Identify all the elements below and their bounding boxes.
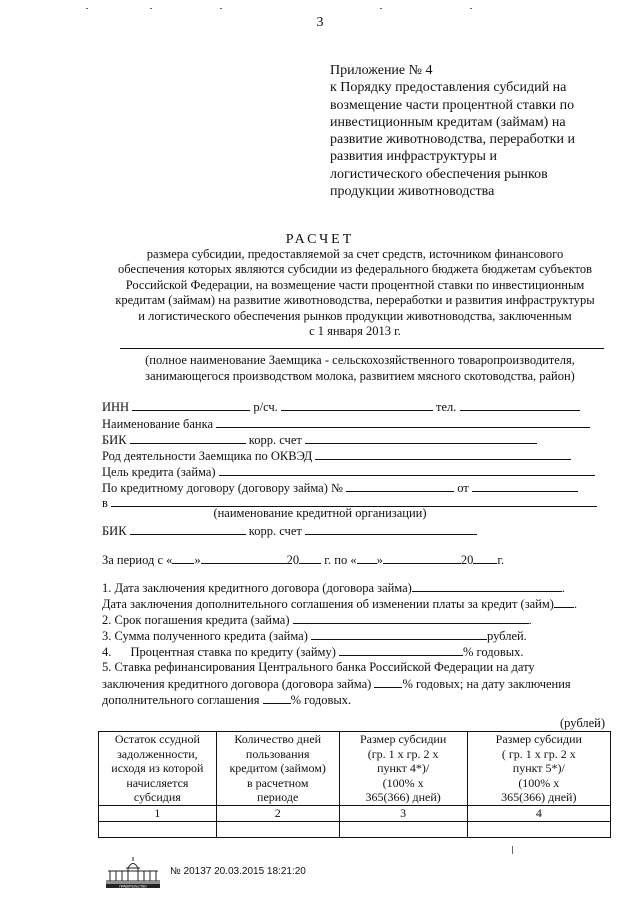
item-1b-field [554,596,574,608]
registration-stamp: № 20137 20.03.2015 18:21:20 [170,866,306,877]
appendix-line: возмещение части процентной ставки по [330,97,575,113]
description-line: кредитам (займам) на развитие животноводства, переработки и развития инфраструктуры [115,293,595,308]
description-line: размера субсидии, предоставляемой за счет средств, источником финансового [146,247,564,261]
page-number: 3 [316,15,324,30]
item-4-field [339,644,463,656]
okved-field [315,448,571,460]
period-prefix: За период с « [102,553,173,567]
period-end-year-field [473,552,497,564]
okved-row [102,448,571,464]
item-2 [102,612,532,628]
table-unit: (рублей) [560,716,606,730]
item-1b-end: . [573,597,578,611]
table-cell [216,821,339,837]
item-4 [102,644,524,660]
appendix-line: развития инфраструктуры и [330,149,497,165]
period-quote: » [194,553,201,567]
period-start-month-field [201,552,287,564]
item-2-field [293,612,529,624]
item-2-label: 2. Срок погашения кредита (займа) [102,613,290,627]
item-5-line2b: % годовых; на дату заключения [402,677,571,691]
column-number: 4 [467,805,610,821]
header-cell: Размер субсидии ( гр. 1 х гр. 2 х пункт 5*)/ (100% х 365(366) дней) [467,732,610,806]
bik2-field [130,523,246,535]
period-start-day-field [172,552,194,564]
item-5-rate2-field [263,692,291,704]
bank-name-row [102,416,590,432]
period-row [102,552,504,568]
inn-row [102,399,580,415]
table-row [99,821,611,837]
bank-name-field [216,416,590,428]
okved-label: Род деятельности Заемщика по ОКВЭД [102,449,313,463]
item-5-line3a: дополнительного соглашения [102,693,260,707]
agreement-number-field [346,480,454,492]
item-4-label: Процентная ставка по кредиту (займу) [130,645,336,659]
calculation-description [95,247,615,339]
table-cell [99,821,217,837]
item-1-field [412,580,562,592]
purpose-field [219,464,595,476]
item-5-rate-field [374,676,402,688]
header-cell: Количество дней пользования кредитом (займом) в расчетном периоде [216,732,339,806]
purpose-row [102,464,595,480]
agreement-from-label: от [457,481,469,495]
item-4-end: % годовых. [462,645,524,659]
purpose-label: Цель кредита (займа) [102,465,216,479]
period-end-day-field [357,552,377,564]
description-line: обеспечения которых являются субсидии из федерального бюджета бюджетам субъектов [118,262,592,277]
corr-account2-label: корр. счет [248,524,302,538]
item-5 [102,660,535,675]
column-number: 3 [339,805,467,821]
item-1b-label: Дата заключения дополнительного соглашения об изменении платы за кредит (займ) [102,597,554,611]
account-label: р/сч. [253,400,278,414]
header-cell: Размер субсидии (гр. 1 х гр. 2 х пункт 4*)/ (100% х 365(366) дней) [339,732,467,806]
description-line: и логистического обеспечения рынков продукции животноводства, заключенным [138,308,572,323]
period-start-year-field [299,552,321,564]
logo-text: ПРАВИТЕЛЬСТВО [119,884,147,889]
corr-account-field [305,432,537,444]
item-1-end: . [561,581,565,595]
period-quote2: » [376,553,383,567]
agreement-label: По кредитному договору (договору займа) № [102,481,343,495]
credit-org-label: в [102,496,108,510]
corr-account2-field [305,523,477,535]
item-5-line2 [102,676,571,692]
appendix-header [330,62,620,200]
item-1b [102,596,577,612]
table-cell [467,821,610,837]
column-number: 2 [216,805,339,821]
bik-label: БИК [102,433,127,447]
period-end-month-field [383,552,461,564]
caption-line: (полное наименование Заемщика - сельскохозяйственного товаропроизводителя, [145,353,575,367]
table-number-row [99,805,611,821]
bik2-row [102,523,477,539]
table-header-row [99,732,611,806]
header-cell: Остаток ссудной задолженности, исходя из которой начисляется субсидия [99,732,217,806]
borrower-name-field [120,348,604,349]
item-2-end: . [528,613,532,627]
caption-line: занимающегося производством молока, развитием мясного скотоводства, район) [145,369,575,383]
inn-field [132,399,250,411]
bank-name-label: Наименование банка [102,417,214,431]
description-line: с 1 января 2013 г. [309,324,401,339]
item-4-number: 4. [102,645,112,659]
appendix-line: логистического обеспечения рынков [330,166,548,182]
item-3-end: рублей. [486,629,527,643]
bik2-label: БИК [102,524,127,538]
phone-label: тел. [436,400,457,414]
phone-field [460,399,580,411]
appendix-line: инвестиционным кредитам (займам) на [330,114,566,130]
period-year-prefix: 20 [286,553,300,567]
appendix-line: развитие животноводства, переработки и [330,132,575,148]
period-to-label: г. по « [321,553,357,567]
period-year-prefix2: 20 [460,553,474,567]
appendix-line: продукции животноводства [330,184,495,200]
item-1-label: 1. Дата заключения кредитного договора (договора займа) [102,581,412,595]
inn-label: ИНН [102,400,130,414]
bik-field [130,432,246,444]
description-line: Российской Федерации, на возмещение части процентной ставки по инвестиционным [125,277,585,292]
bik-row [102,432,537,448]
borrower-caption [110,352,610,384]
table-cell [339,821,467,837]
column-number: 1 [99,805,217,821]
subsidy-table [98,731,611,838]
item-5-line3 [102,692,351,708]
credit-org-caption: (наименование кредитной организации) [213,506,427,520]
item-1 [102,580,565,596]
account-field [281,399,433,411]
item-3-label: 3. Сумма полученного кредита (займа) [102,629,308,643]
item-5-line2a: заключения кредитного договора (договора займа) [102,677,372,691]
appendix-line: к Порядку предоставления субсидий на [330,80,567,96]
agreement-date-field [472,480,578,492]
government-logo [102,855,164,894]
item-5-line3b: % годовых. [290,693,352,707]
corr-account-label: корр. счет [248,433,302,447]
appendix-line: Приложение № 4 [330,63,433,78]
item-5-line1: 5. Ставка рефинансирования Центрального банка Российской Федерации на дату [102,660,535,674]
period-year-suffix: г. [497,553,505,567]
item-3 [102,628,527,644]
agreement-row [102,480,578,496]
item-3-field [311,628,487,640]
calculation-title: РАСЧЕТ [285,232,355,247]
